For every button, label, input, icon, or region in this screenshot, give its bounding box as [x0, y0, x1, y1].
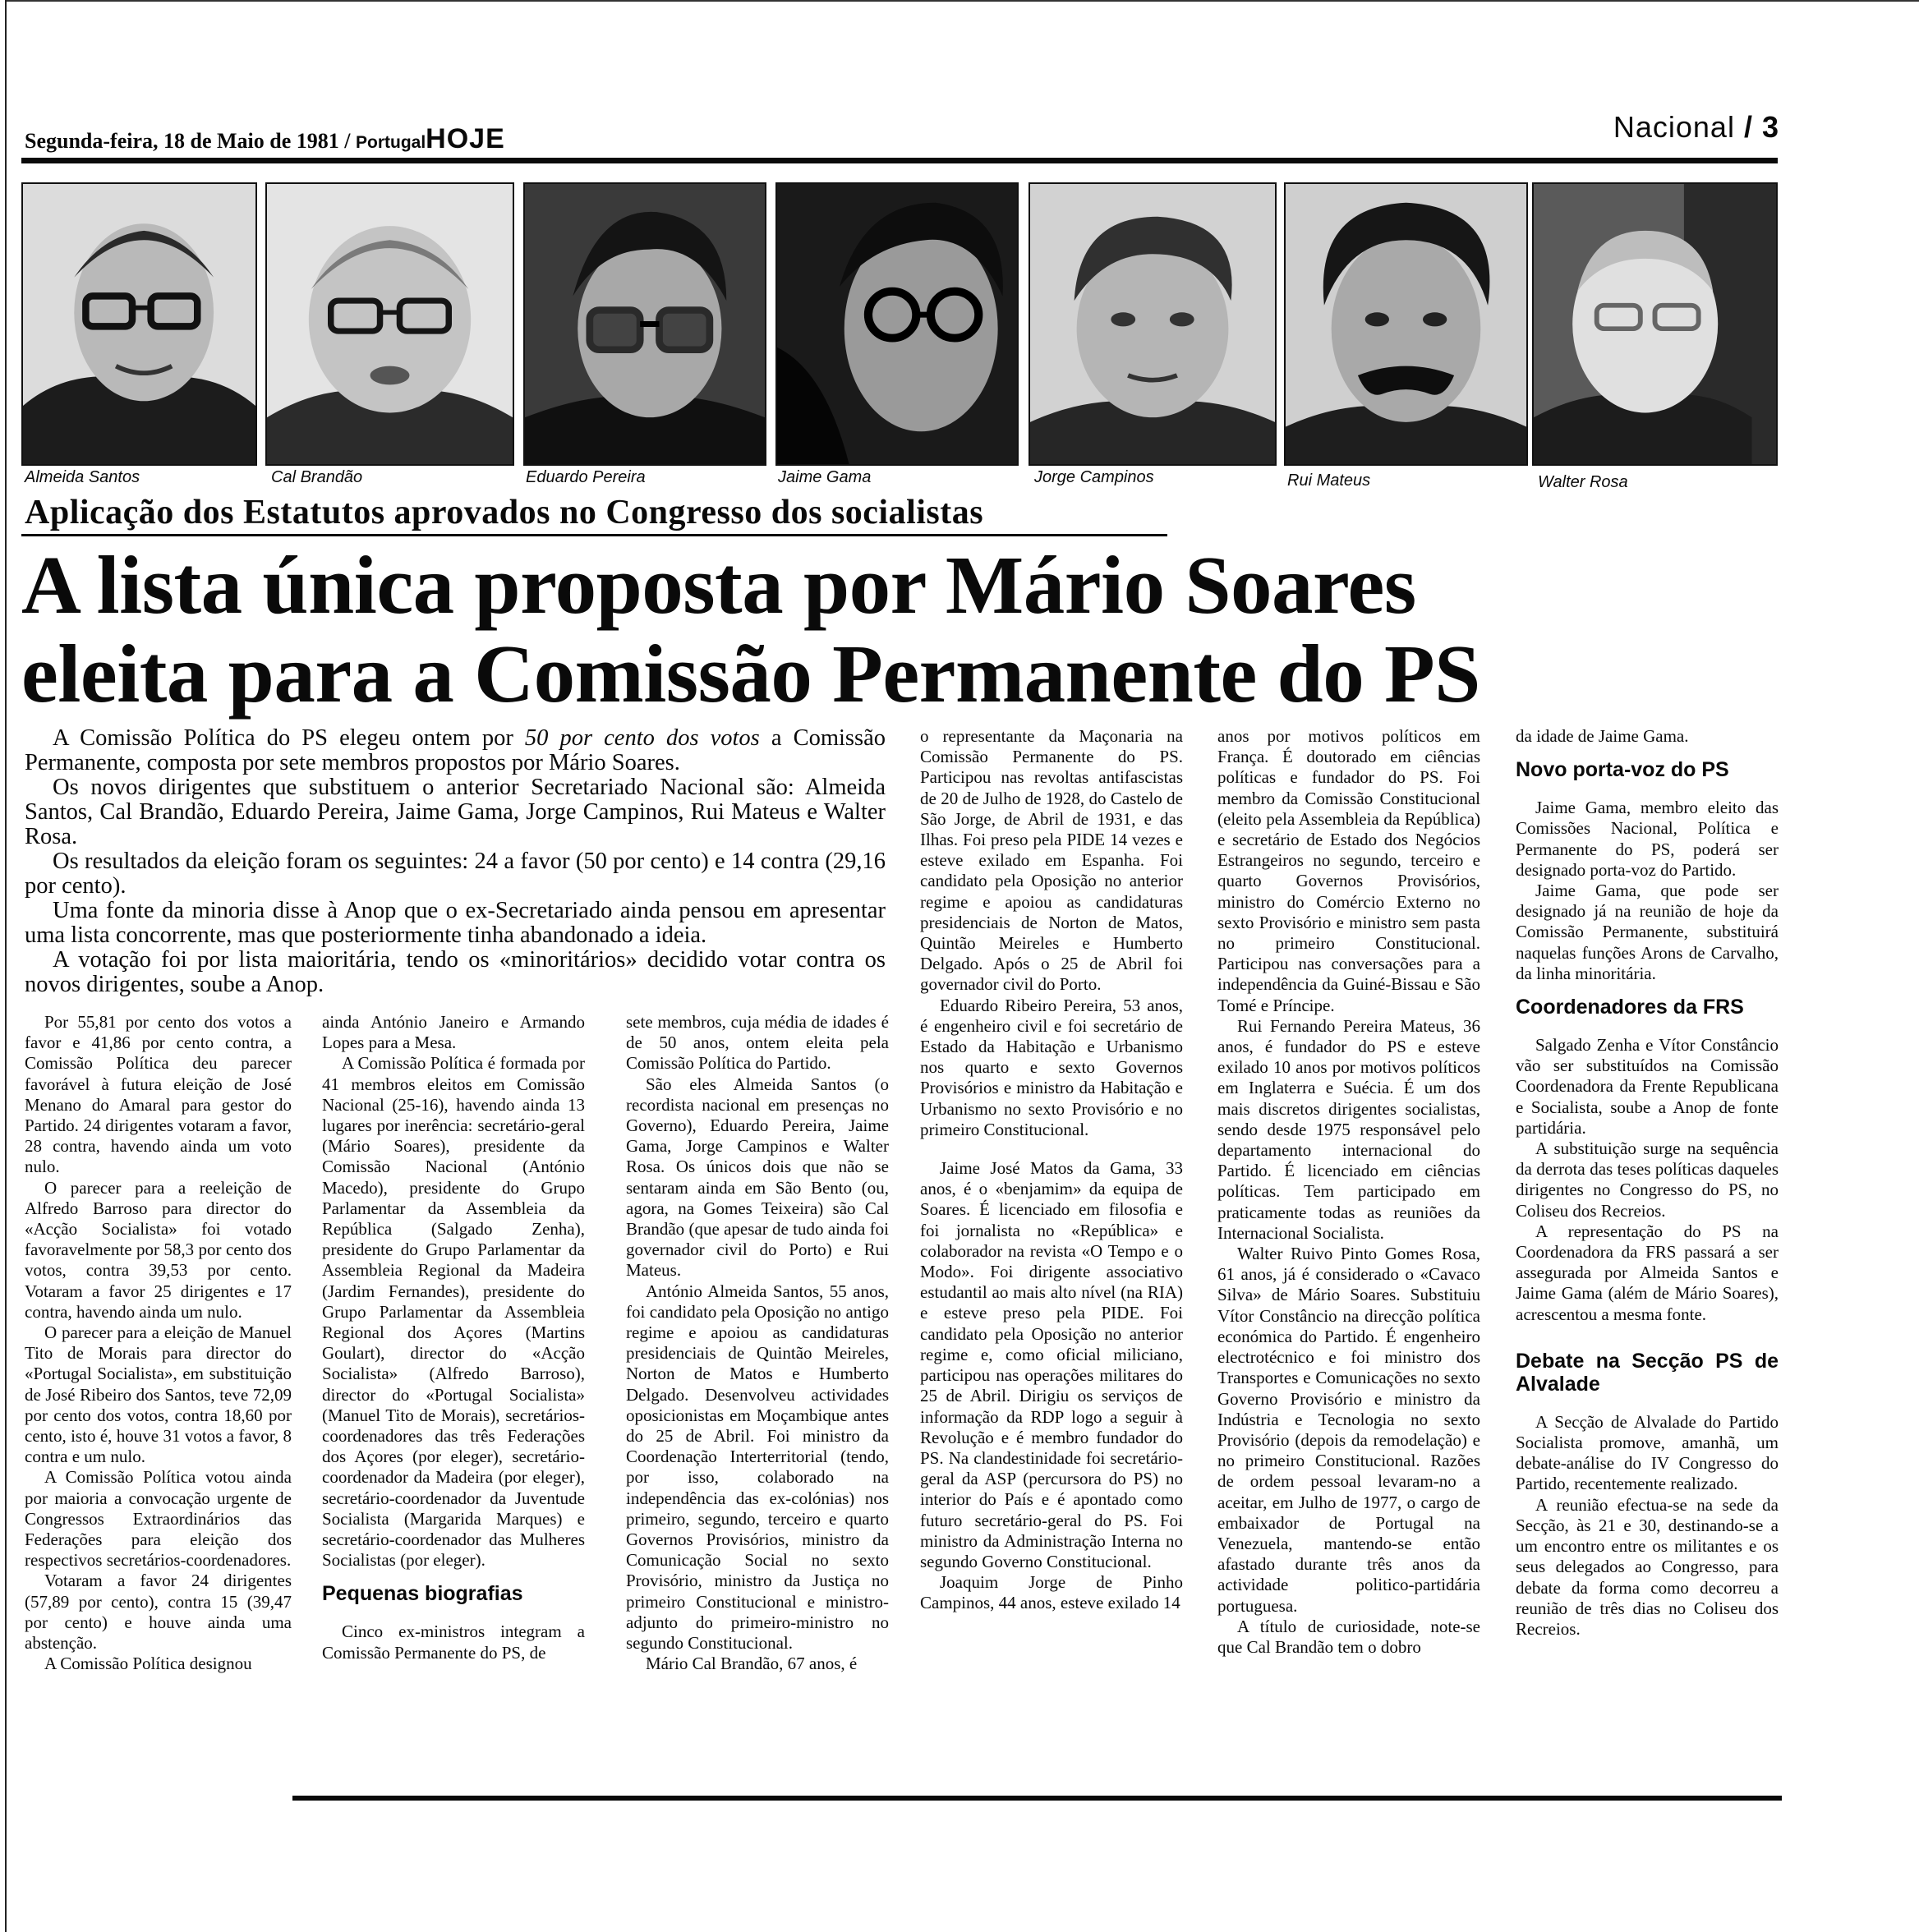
body-paragraph: A reunião efectua-se na sede da Secção, às 21 e 30, destinando-se a um encontro entre os militantes e os seus delegados ao Congresso, para debate da forma como decorreu a reunião de três dias no Coliseu dos Recreios.: [1516, 1494, 1779, 1639]
article-column-4: [920, 726, 1183, 1614]
page-left-edge: [5, 0, 7, 1932]
body-paragraph: Eduardo Ribeiro Pereira, 53 anos, é engenheiro civil e foi secretário de Estado da Habitação e Urbanismo nos quarto e sexto Governos Provisórios e ministro da Habitação e Urbanismo no sexto Provisório e no primeiro Constitucional.: [920, 995, 1183, 1139]
subheading-coordenadores: Coordenadores da FRS: [1516, 996, 1744, 1019]
subheading-biografias: Pequenas biografias: [322, 1582, 523, 1606]
body-paragraph: Salgado Zenha e Vítor Constâncio vão ser substituídos na Comissão Coordenadora da Frente Republicana e Socialista, soube a Anop de fonte partidária.: [1516, 1035, 1779, 1138]
photo-caption: Jaime Gama: [778, 468, 872, 486]
photo-caption: Rui Mateus: [1287, 472, 1371, 490]
body-paragraph: Cinco ex-ministros integram a Comissão Permanente do PS, de: [322, 1622, 585, 1663]
body-paragraph: A Comissão Política é formada por 41 membros eleitos em Comissão Nacional (25-16), havendo ainda 13 lugares por inerência: secretário-geral (Mário Soares), presidente da Comissão Nacional (António Macedo), presidente do Grupo Parlamentar da Assembleia da República (Salgado Zenha), presidente do Grupo Parlamentar da Assembleia Regional da Madeira (Jardim Fernandes), presidente do Grupo Parlamentar da Assembleia Regional dos Açores (Martins Goulart), director do «Acção Socialista» (Alfredo Barroso), director do «Portugal Socialista» (Manuel Tito de Morais), secretários-coordenadores das três Federações dos Açores (por eleger), secretário-coordenador da Madeira (por eleger), secretário-coordenador da Juventude Socialista (Margarida Marques) e secretário-coordenador das Mulheres Socialistas (por eleger).: [322, 1053, 585, 1571]
body-paragraph: ainda António Janeiro e Armando Lopes para a Mesa.: [322, 1012, 585, 1053]
subheading-porta-voz: Novo porta-voz do PS: [1516, 758, 1729, 782]
paragraph-gap: [920, 1140, 1183, 1158]
bottom-rule: [292, 1796, 1782, 1801]
headline-line-1: A lista única proposta por Mário Soares: [21, 539, 1416, 631]
photo-rui-mateus: [1284, 182, 1528, 466]
photo-cal-brandao: [265, 182, 514, 466]
article-column-3: [626, 1012, 889, 1675]
body-paragraph: Jaime Gama, membro eleito das Comissões Nacional, Política e Permanente do PS, poderá ser designado porta-voz do Partido.: [1516, 798, 1779, 880]
body-paragraph: A Comissão Política designou: [44, 1654, 252, 1674]
article-headline: [21, 540, 1788, 718]
masthead-date: Segunda-feira, 18 de Maio de 1981 /: [25, 129, 356, 153]
body-paragraph: António Almeida Santos, 55 anos, foi candidato pela Oposição no antigo regime e apoiou as candidaturas presidenciais de Quintão Meireles, Norton de Matos e Humberto Delgado. Desenvolveu actividades oposicionistas em Moçambique antes do 25 de Abril. Foi ministro da Coordenação Interterritorial (tendo, por isso, colaborado na independência das ex-colónias) nos primeiro, segundo, terceiro e quarto Governos Provisórios, ministro da Comunicação Social no sexto Provisório, ministro da Justiça no primeiro Constitucional e ministro-adjunto do primeiro-ministro no segundo Constitucional.: [626, 1281, 889, 1654]
photo-caption: Walter Rosa: [1538, 473, 1628, 491]
masthead-brand-small: Portugal: [356, 133, 426, 152]
body-paragraph: A substituição surge na sequência da derrota das teses políticas daqueles dirigentes no Congresso do PS, no Coliseu dos Recreios.: [1516, 1138, 1779, 1221]
photo-caption: Cal Brandão: [271, 468, 363, 486]
body-paragraph: Walter Ruivo Pinto Gomes Rosa, 61 anos, já é considerado o «Cavaco Silva» de Mário Soares. Substituiu Vítor Constâncio na direcção política económica do Partido. É engenheiro electrotécnico e foi ministro dos Transportes e Comunicações no sexto Governo Provisório e ministro da Indústria e Tecnologia no sexto Provisório (depois da remodelação) e no primeiro Constitucional. Razões de ordem pessoal levaram-no a aceitar, em Julho de 1977, o cargo de embaixador de Portugal na Venezuela, mantendo-se então afastado durante três anos da actividade politico-partidária portuguesa.: [1217, 1244, 1480, 1616]
lead-paragraph: Os resultados da eleição foram os seguintes: 24 a favor (50 por cento) e 14 contra (29,16 por cento).: [25, 849, 886, 899]
masthead-section: [1613, 110, 1779, 145]
body-paragraph: Votaram a favor 24 dirigentes (57,89 por cento), contra 15 (39,47 por cento) e houve ainda uma abstenção.: [25, 1571, 292, 1654]
article-column-2: [322, 1012, 585, 1663]
article-column-6: [1516, 726, 1779, 1640]
article-kicker: Aplicação dos Estatutos aprovados no Congresso dos socialistas: [25, 494, 984, 531]
body-paragraph: sete membros, cuja média de idades é de 50 anos, ontem eleita pela Comissão Política do Partido.: [626, 1012, 889, 1074]
masthead-rule: [21, 158, 1778, 163]
lead-paragraph: Os novos dirigentes que substituem o anterior Secretariado Nacional são: Almeida Santos, Cal Brandão, Eduardo Pereira, Jaime Gama, Jorge Campinos, Rui Mateus e Walter Rosa.: [25, 775, 886, 849]
photo-caption: Jorge Campinos: [1034, 468, 1154, 486]
body-paragraph: anos por motivos políticos em França. É doutorado em ciências políticas e fundador do PS. Foi membro da Comissão Constitucional (eleito pela Assembleia da República) e secretário de Estado dos Negócios Estrangeiros no segundo, terceiro e quarto Governos Provisórios, ministro do Comércio Externo no sexto Provisório e ministro sem pasta no primeiro Constitucional. Participou nas conversações para a independência da Guiné-Bissau e São Tomé e Príncipe.: [1217, 726, 1480, 1015]
photo-almeida-santos: [21, 182, 257, 466]
photo-jorge-campinos: [1029, 182, 1277, 466]
body-paragraph: Por 55,81 por cento dos votos a favor e 41,86 por cento contra, a Comissão Política deu parecer favorável à futura eleição de José Menano do Amaral para gestor do Partido. 24 dirigentes votaram a favor, 28 contra, havendo ainda um voto nulo.: [25, 1012, 292, 1177]
headline-line-2: eleita para a Comissão Permanente do PS: [21, 628, 1480, 720]
kicker-rule: [21, 534, 1167, 536]
body-paragraph: Jaime José Matos da Gama, 33 anos, é o «benjamim» da equipa de Soares. É licenciado em filosofia e foi jornalista no «República» e colaborador na revista «O Tempo e o Modo». Foi dirigente associativo estudantil ao mais alto nível (na RIA) e esteve preso pela PIDE. Foi candidato pela Oposição no anterior regime e, como oficial miliciano, participou nas operações militares do 25 de Abril. Dirigiu os serviços de informação da RDP logo a seguir à Revolução e é membro fundador do PS. Na clandestinidade foi secretário-geral da ASP (percursora do PS) no interior do País e é apontado como futuro secretário-geral do PS. Foi ministro da Administração Interna no segundo Governo Constitucional.: [920, 1158, 1183, 1571]
body-paragraph: A Comissão Política votou ainda por maioria a convocação urgente de Congressos Extraordinários das Federações para eleição dos respectivos secretários-coordenadores.: [25, 1467, 292, 1571]
body-paragraph: Joaquim Jorge de Pinho Campinos, 44 anos, esteve exilado 14: [920, 1572, 1183, 1613]
masthead-brand-big: HOJE: [426, 123, 505, 154]
photo-jaime-gama: [775, 182, 1019, 466]
photo-caption: Almeida Santos: [25, 468, 140, 486]
page-separator: /: [1734, 110, 1762, 144]
body-paragraph: São eles Almeida Santos (o recordista nacional em presenças no Governo), Eduardo Pereira, Jaime Gama, Jorge Campinos e Walter Rosa. Os únicos dois que não se sentaram ainda em São Bento (ou, agora, na Gomes Teixeira) são Cal Brandão (que apesar de tudo ainda foi governador civil do Porto) e Rui Mateus.: [626, 1074, 889, 1281]
lead-emphasis: 50 por cento dos votos: [524, 725, 760, 751]
subheading-debate: Debate na Secção PS de Alvalade: [1516, 1349, 1779, 1396]
body-paragraph: A Secção de Alvalade do Partido Socialista promove, amanhã, um debate-análise do IV Congresso do Partido, recentemente realizado.: [1516, 1411, 1779, 1494]
body-paragraph: A título de curiosidade, note-se que Cal Brandão tem o dobro: [1217, 1616, 1480, 1657]
photo-caption: Eduardo Pereira: [526, 468, 646, 486]
photo-eduardo-pereira: [523, 182, 766, 466]
body-paragraph: da idade de Jaime Gama.: [1516, 726, 1689, 746]
masthead-date-line: [25, 123, 505, 155]
lead-paragraph: A Comissão Política do PS elegeu ontem por 50 por cento dos votos a Comissão Permanente, composta por sete membros propostos por Mário Soares.: [25, 725, 886, 775]
body-paragraph: Rui Fernando Pereira Mateus, 36 anos, é fundador do PS e esteve exilado 10 anos por motivos políticos em Inglaterra e Suécia. É um dos mais discretos dirigentes socialistas, sendo desde 1975 responsável pelo departamento internacional do Partido. É licenciado em ciências políticas. Tem participado em praticamente todas as reuniões da Internacional Socialista.: [1217, 1015, 1480, 1243]
body-paragraph: Jaime Gama, que pode ser designado já na reunião de hoje da Comissão Permanente, substituirá naquelas funções Arons de Carvalho, da linha minoritária.: [1516, 881, 1779, 983]
lead-paragraph: Uma fonte da minoria disse à Anop que o ex-Secretariado ainda pensou em apresentar uma lista concorrente, mas que posteriormente tinha abandonado a ideia.: [25, 898, 886, 948]
body-paragraph: O parecer para a eleição de Manuel Tito de Morais para director do «Portugal Socialista», em substituição de José Ribeiro dos Santos, teve 72,09 por cento dos votos, contra 18,60 por cento, isto é, houve 31 votos a favor, 8 contra e um nulo.: [25, 1322, 292, 1467]
photo-walter-rosa: [1532, 182, 1778, 466]
article-column-5: [1217, 726, 1480, 1658]
body-paragraph: O parecer para a reeleição de Alfredo Barroso para director do «Acção Socialista» foi votado favoravelmente por 58,3 por cento dos votos, contra 39,53 por cento. Votaram a favor 25 dirigentes e 17 contra, havendo ainda um nulo.: [25, 1177, 292, 1322]
body-paragraph: A representação do PS na Coordenadora da FRS passará a ser assegurada por Almeida Santos e Jaime Gama (além de Mário Soares), acrescentou a mesma fonte.: [1516, 1221, 1779, 1324]
article-lead: [25, 726, 886, 997]
article-column-1: [25, 1012, 292, 1675]
body-paragraph: Mário Cal Brandão, 67 anos, é: [646, 1654, 858, 1674]
page-top-edge: [5, 0, 1919, 2]
lead-paragraph: A votação foi por lista maioritária, tendo os «minoritários» decidido votar contra os novos dirigentes, soube a Anop.: [25, 947, 886, 997]
body-paragraph: o representante da Maçonaria na Comissão Permanente do PS. Participou nas revoltas antifascistas de 20 de Julho de 1928, do Castelo de São Jorge, de Abril de 1931, e das Ilhas. Foi preso pela PIDE 14 vezes e esteve exilado em Espanha. Foi candidato pela Oposição no anterior regime e apoiou as candidaturas presidenciais de Norton de Matos, Quintão Meireles e Humberto Delgado. Após o 25 de Abril foi governador civil do Porto.: [920, 726, 1183, 995]
section-name: Nacional: [1613, 110, 1735, 144]
page-number: 3: [1761, 110, 1779, 144]
